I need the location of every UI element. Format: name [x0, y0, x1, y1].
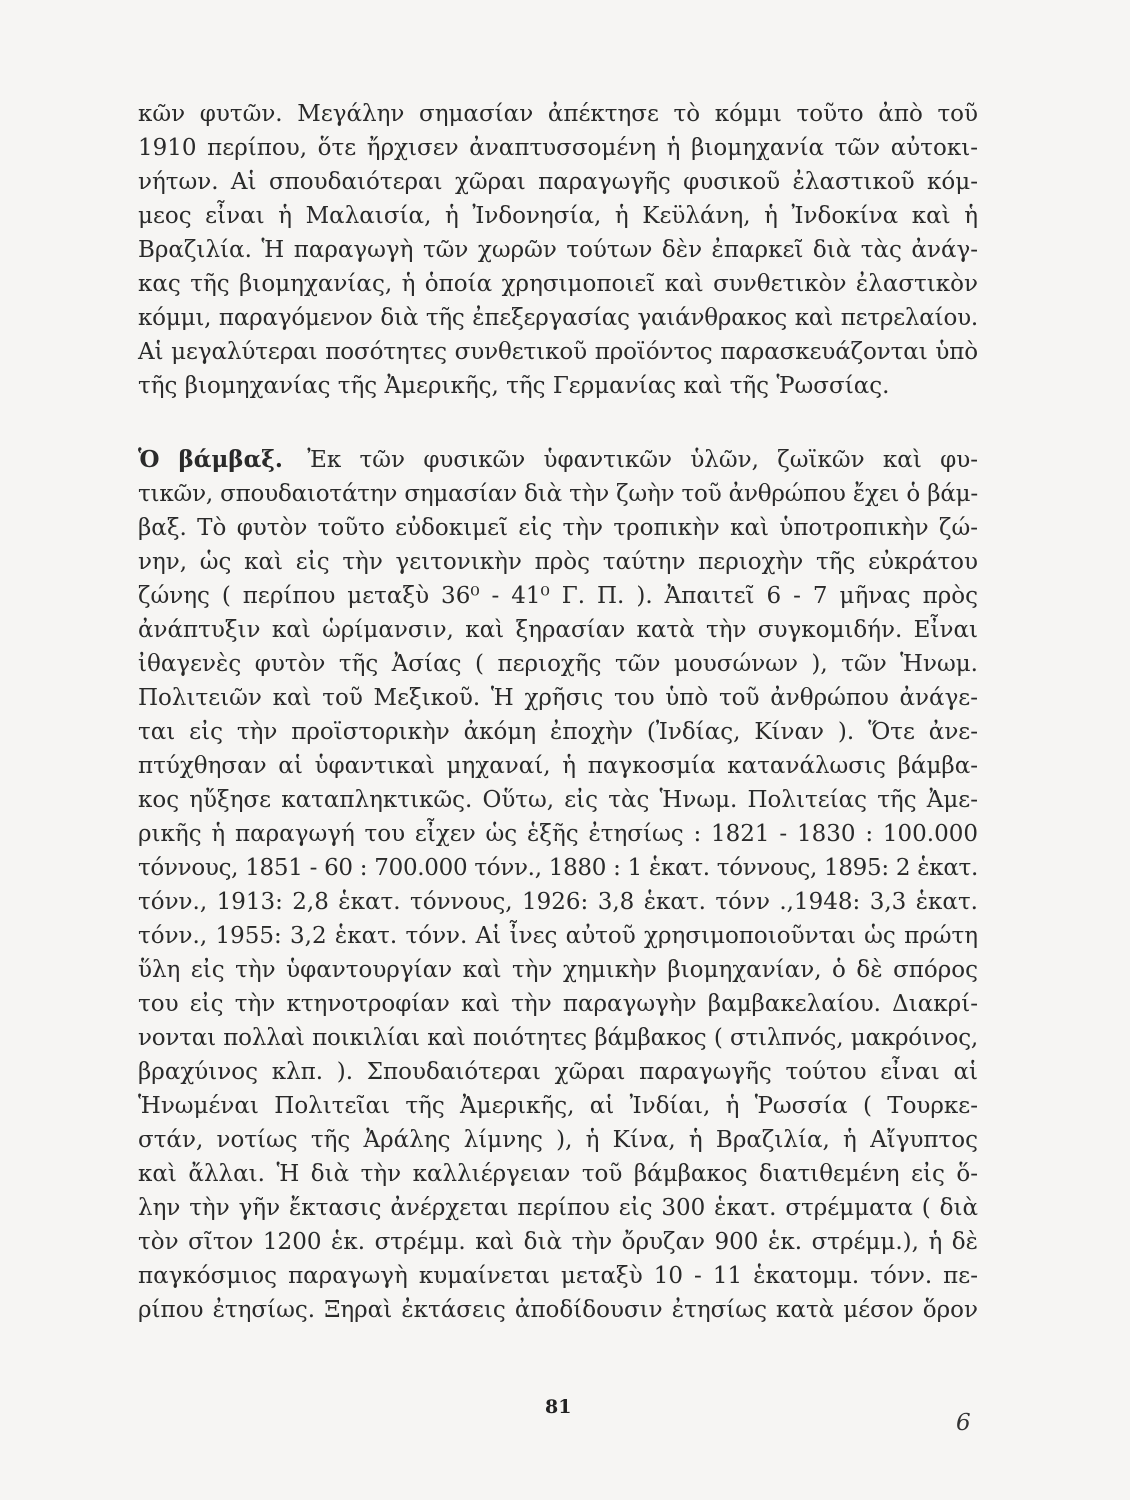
text-line: κας τῆς βιομηχανίας, ἡ ὁποία χρησιμοποιεῖ καὶ συνθετικὸν ἐλαστικὸν — [138, 271, 978, 297]
text-line: 1910 περίπου, ὅτε ἤρχισεν ἀναπτυσσομένη ἡ βιομηχανία τῶν αὐτοκι- — [138, 135, 978, 161]
paragraph-rubber — [138, 97, 978, 403]
text-line: στάν, νοτίως τῆς Ἀράλης λίμνης ), ἡ Κίνα, ἡ Βραζιλία, ἡ Αἴγυπτος — [138, 1127, 978, 1153]
text-line: Πολιτειῶν καὶ τοῦ Μεξικοῦ. Ἡ χρῆσις του ὑπὸ τοῦ ἀνθρώπου ἀνάγε- — [138, 685, 978, 711]
text-line: ρικῆς ἡ παραγωγή του εἶχεν ὡς ἑξῆς ἐτησίως : 1821 - 1830 : 100.000 — [138, 821, 978, 847]
text-line: κος ηὔξησε καταπληκτικῶς. Οὕτω, εἰς τὰς Ἡνωμ. Πολιτείας τῆς Ἀμε- — [138, 787, 978, 813]
text-line: λην τὴν γῆν ἔκτασις ἀνέρχεται περίπου εἰς 300 ἑκατ. στρέμματα ( διὰ — [138, 1195, 978, 1221]
text-line: Ἡνωμέναι Πολιτεῖαι τῆς Ἀμερικῆς, αἱ Ἰνδίαι, ἡ Ῥωσσία ( Τουρκε- — [138, 1093, 978, 1119]
text-line: πτύχθησαν αἱ ὑφαντικαὶ μηχαναί, ἡ παγκοσμία κατανάλωσις βάμβα- — [138, 753, 978, 779]
text-line: τόννους, 1851 - 60 : 700.000 τόνν., 1880 : 1 ἑκατ. τόννους, 1895: 2 ἑκατ. — [138, 855, 978, 881]
text-line: νήτων. Αἱ σπουδαιότεραι χῶραι παραγωγῆς φυσικοῦ ἐλαστικοῦ κόμ- — [138, 169, 978, 195]
text-line: ρίπου ἐτησίως. Ξηραὶ ἐκτάσεις ἀποδίδουσιν ἐτησίως κατὰ μέσον ὅρον — [138, 1297, 978, 1323]
text-line: τὸν σῖτον 1200 ἑκ. στρέμμ. καὶ διὰ τὴν ὄρυζαν 900 ἑκ. στρέμμ.), ἡ δὲ — [138, 1229, 978, 1255]
text-line: βαξ. Τὸ φυτὸν τοῦτο εὐδοκιμεῖ εἰς τὴν τροπικὴν καὶ ὑποτροπικὴν ζώ- — [138, 515, 978, 541]
section-heading-line — [138, 443, 978, 477]
text-line: ἰθαγενὲς φυτὸν τῆς Ἀσίας ( περιοχῆς τῶν μουσώνων ), τῶν Ἡνωμ. — [138, 651, 978, 677]
text-line: τῆς βιομηχανίας τῆς Ἀμερικῆς, τῆς Γερμανίας καὶ τῆς Ῥωσσίας. — [138, 373, 890, 399]
signature-mark: 6 — [956, 1410, 971, 1436]
text-line: Αἱ μεγαλύτεραι ποσότητες συνθετικοῦ προϊόντος παρασκευάζονται ὑπὸ — [138, 339, 978, 365]
section-title: Ὁ βάμβαξ. — [138, 446, 283, 473]
text-line: τόνν., 1913: 2,8 ἑκατ. τόννους, 1926: 3,8 ἑκατ. τόνν .,1948: 3,3 ἑκατ. — [138, 889, 978, 915]
text-line: τόνν., 1955: 3,2 ἑκατ. τόνν. Αἱ ἶνες αὐτοῦ χρησιμοποιοῦνται ὡς πρώτη — [138, 923, 978, 949]
text-line: ὕλη εἰς τὴν ὑφαντουργίαν καὶ τὴν χημικὴν βιομηχανίαν, ὁ δὲ σπόρος — [138, 957, 978, 983]
text-line: μεος εἶναι ἡ Μαλαισία, ἡ Ἰνδονησία, ἡ Κεϋλάνη, ἡ Ἰνδοκίνα καὶ ἡ — [138, 203, 978, 229]
text-line: ἀνάπτυξιν καὶ ὡρίμανσιν, καὶ ξηρασίαν κατὰ τὴν συγκομιδήν. Εἶναι — [138, 617, 978, 643]
text-line: νονται πολλαὶ ποικιλίαι καὶ ποιότητες βάμβακος ( στιλπνός, μακρόινος, — [138, 1025, 978, 1051]
text-line: τικῶν, σπουδαιοτάτην σημασίαν διὰ τὴν ζωὴν τοῦ ἀνθρώπου ἔχει ὁ βάμ- — [138, 481, 978, 507]
text-line: νην, ὡς καὶ εἰς τὴν γειτονικὴν πρὸς ταύτην περιοχὴν τῆς εὐκράτου — [138, 549, 978, 575]
text-line: κόμμι, παραγόμενον διὰ τῆς ἐπεξεργασίας γαιάνθρακος καὶ πετρελαίου. — [138, 305, 978, 331]
text-line: του εἰς τὴν κτηνοτροφίαν καὶ τὴν παραγωγὴν βαμβακελαίου. Διακρί- — [138, 991, 978, 1017]
text-line: καὶ ἄλλαι. Ἡ διὰ τὴν καλλιέργειαν τοῦ βάμβακος διατιθεμένη εἰς ὅ- — [138, 1161, 978, 1187]
text-line: ται εἰς τὴν προϊστορικὴν ἀκόμη ἐποχὴν (Ἰνδίας, Κίναν ). Ὅτε ἀνε- — [138, 719, 978, 745]
text-line: Βραζιλία. Ἡ παραγωγὴ τῶν χωρῶν τούτων δὲν ἐπαρκεῖ διὰ τὰς ἀνάγ- — [138, 237, 978, 263]
paragraph-cotton — [138, 443, 978, 1327]
text-line: βραχύινος κλπ. ). Σπουδαιότεραι χῶραι παραγωγῆς τούτου εἶναι αἱ — [138, 1059, 978, 1085]
text-line: ζώνης ( περίπου μεταξὺ 36⁰ - 41⁰ Γ. Π. ). Ἀπαιτεῖ 6 - 7 μῆνας πρὸς — [138, 583, 978, 609]
section-first-line: Ἐκ τῶν φυσικῶν ὑφαντικῶν ὑλῶν, ζωϊκῶν καὶ φυ- — [307, 447, 979, 473]
text-line: κῶν φυτῶν. Μεγάλην σημασίαν ἀπέκτησε τὸ κόμμι τοῦτο ἀπὸ τοῦ — [138, 101, 978, 127]
text-line: παγκόσμιος παραγωγὴ κυμαίνεται μεταξὺ 10 - 11 ἑκατομμ. τόνν. πε- — [138, 1263, 978, 1289]
page-number: 81 — [545, 1396, 572, 1418]
